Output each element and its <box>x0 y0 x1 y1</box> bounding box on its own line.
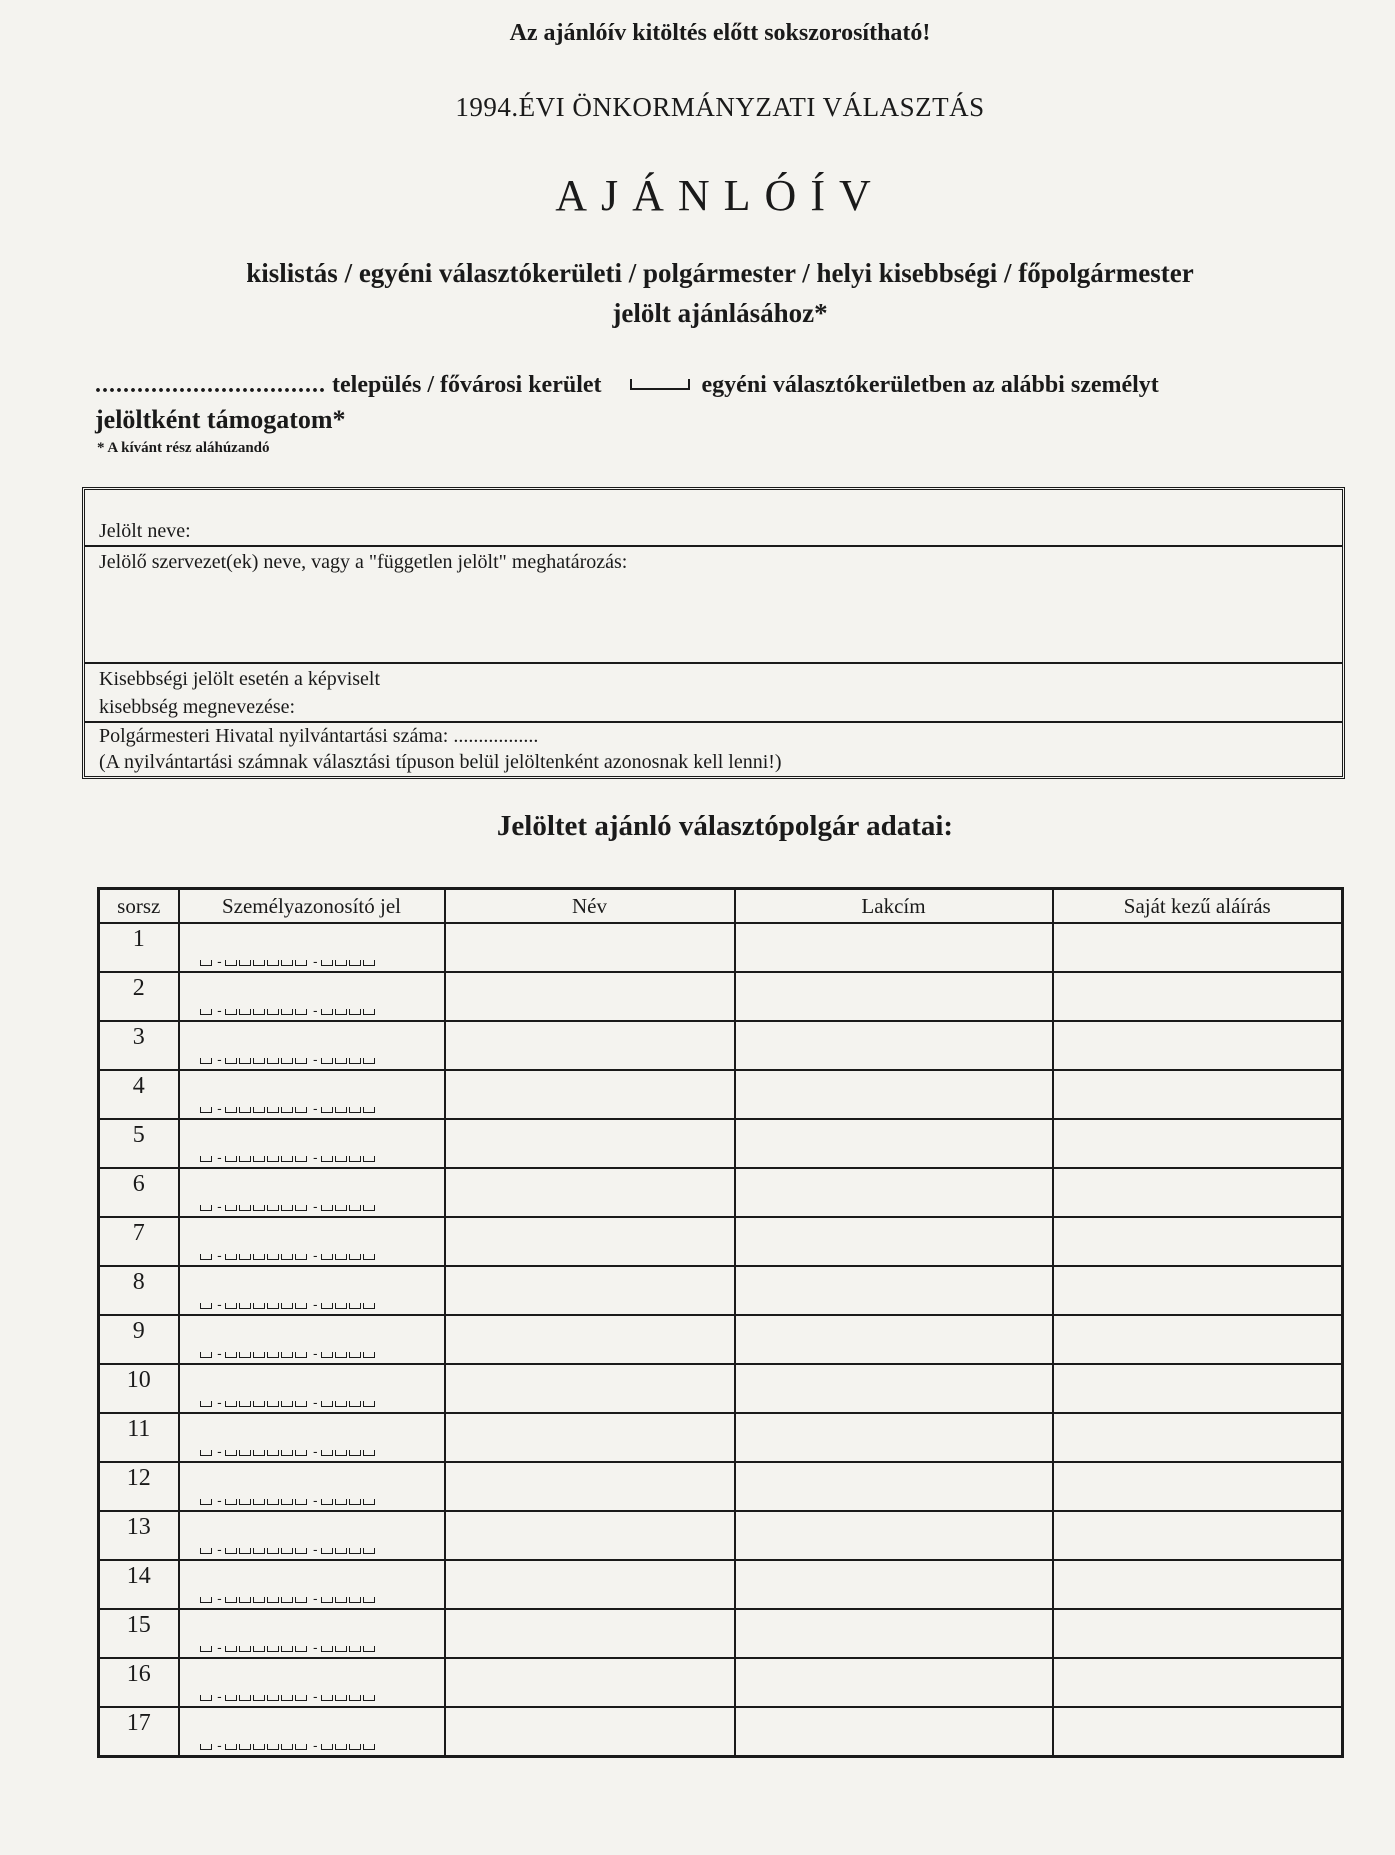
personal-id-cell[interactable] <box>179 972 445 1021</box>
col-header-signature: Saját kezű aláírás <box>1053 889 1343 924</box>
personal-id-cell[interactable] <box>179 1168 445 1217</box>
row-number: 11 <box>99 1413 179 1462</box>
address-cell[interactable] <box>735 1119 1053 1168</box>
personal-id-slots: - - <box>200 1492 378 1505</box>
address-cell[interactable] <box>735 1462 1053 1511</box>
address-cell[interactable] <box>735 1021 1053 1070</box>
minority-field[interactable] <box>85 664 1342 723</box>
district-number-box[interactable] <box>630 379 690 390</box>
personal-id-cell[interactable] <box>179 1658 445 1707</box>
personal-id-slots: - - <box>200 1296 378 1309</box>
personal-id-slots: - - <box>200 1443 378 1456</box>
address-cell[interactable] <box>735 1217 1053 1266</box>
signature-cell[interactable] <box>1053 923 1343 972</box>
row-number: 9 <box>99 1315 179 1364</box>
row-number: 14 <box>99 1560 179 1609</box>
address-cell[interactable] <box>735 1168 1053 1217</box>
district-line <box>95 372 1159 399</box>
personal-id-slots: - - <box>200 1198 378 1211</box>
personal-id-cell[interactable] <box>179 1070 445 1119</box>
nominating-org-label: Jelölő szervezet(ek) neve, vagy a "független jelölt" meghatározás: <box>99 551 628 573</box>
table-row <box>99 1315 1343 1364</box>
registry-field[interactable] <box>85 723 1342 776</box>
form-title: AJÁNLÓÍV <box>555 171 885 220</box>
row-number: 8 <box>99 1266 179 1315</box>
table-row <box>99 1560 1343 1609</box>
personal-id-slots: - - <box>200 1541 378 1554</box>
table-row <box>99 1609 1343 1658</box>
table-row <box>99 1070 1343 1119</box>
name-cell[interactable] <box>445 1707 735 1757</box>
recommendation-suffix: jelölt ajánlásához* <box>612 298 828 328</box>
col-header-number: sorsz <box>99 889 179 924</box>
election-title: 1994.ÉVI ÖNKORMÁNYZATI VÁLASZTÁS <box>455 92 985 122</box>
address-cell[interactable] <box>735 1070 1053 1119</box>
address-cell[interactable] <box>735 1315 1053 1364</box>
personal-id-cell[interactable] <box>179 1707 445 1757</box>
signature-cell[interactable] <box>1053 1658 1343 1707</box>
name-cell[interactable] <box>445 1315 735 1364</box>
signature-cell[interactable] <box>1053 1217 1343 1266</box>
col-header-address: Lakcím <box>735 889 1053 924</box>
signatures-table <box>97 887 1344 1758</box>
candidate-types: kislistás / egyéni választókerületi / polgármester / helyi kisebbségi / főpolgármester <box>246 258 1194 288</box>
signature-cell[interactable] <box>1053 1609 1343 1658</box>
table-heading: Jelöltet ajánló választópolgár adatai: <box>496 810 954 842</box>
signature-cell[interactable] <box>1053 1119 1343 1168</box>
address-cell[interactable] <box>735 972 1053 1021</box>
copy-notice: Az ajánlóív kitöltés előtt sokszorosítható! <box>509 20 931 46</box>
settlement-blank[interactable]: ................................. <box>95 372 326 398</box>
personal-id-slots: - - <box>200 1149 378 1162</box>
nominating-org-field[interactable] <box>85 547 1342 664</box>
personal-id-slots: - - <box>200 1688 378 1701</box>
row-number: 7 <box>99 1217 179 1266</box>
personal-id-cell[interactable] <box>179 1021 445 1070</box>
signature-cell[interactable] <box>1053 1266 1343 1315</box>
row-number: 15 <box>99 1609 179 1658</box>
settlement-label: település / fővárosi kerület <box>332 372 602 398</box>
table-row <box>99 1658 1343 1707</box>
table-body <box>99 923 1343 1757</box>
name-cell[interactable] <box>445 1119 735 1168</box>
signature-cell[interactable] <box>1053 1707 1343 1757</box>
minority-label-1: Kisebbségi jelölt esetén a képviselt <box>99 668 381 690</box>
personal-id-cell[interactable] <box>179 1413 445 1462</box>
table-row <box>99 1266 1343 1315</box>
table-row <box>99 923 1343 972</box>
personal-id-slots: - - <box>200 1247 378 1260</box>
table-row <box>99 1511 1343 1560</box>
address-cell[interactable] <box>735 1707 1053 1757</box>
personal-id-cell[interactable] <box>179 1560 445 1609</box>
support-text: jelöltként támogatom* <box>95 405 346 434</box>
personal-id-cell[interactable] <box>179 1266 445 1315</box>
address-cell[interactable] <box>735 1266 1053 1315</box>
name-cell[interactable] <box>445 1658 735 1707</box>
table-row <box>99 972 1343 1021</box>
district-text: egyéni választókerületben az alábbi személyt <box>701 372 1159 398</box>
minority-label-2: kisebbség megnevezése: <box>99 696 296 718</box>
signature-cell[interactable] <box>1053 1560 1343 1609</box>
row-number: 2 <box>99 972 179 1021</box>
col-header-name: Név <box>445 889 735 924</box>
personal-id-cell[interactable] <box>179 923 445 972</box>
row-number: 13 <box>99 1511 179 1560</box>
signature-cell[interactable] <box>1053 1364 1343 1413</box>
row-number: 3 <box>99 1021 179 1070</box>
signature-cell[interactable] <box>1053 1315 1343 1364</box>
candidate-name-label: Jelölt neve: <box>99 520 191 542</box>
signature-cell[interactable] <box>1053 1070 1343 1119</box>
table-row <box>99 1217 1343 1266</box>
name-cell[interactable] <box>445 1560 735 1609</box>
registry-note: (A nyilvántartási számnak választási típuson belül jelöltenként azonosnak kell lenni!) <box>99 751 782 773</box>
personal-id-cell[interactable] <box>179 1609 445 1658</box>
row-number: 4 <box>99 1070 179 1119</box>
personal-id-cell[interactable] <box>179 1462 445 1511</box>
row-number: 12 <box>99 1462 179 1511</box>
table-row <box>99 1168 1343 1217</box>
personal-id-slots: - - <box>200 953 378 966</box>
row-number: 17 <box>99 1707 179 1757</box>
name-cell[interactable] <box>445 1462 735 1511</box>
personal-id-slots: - - <box>200 1737 378 1750</box>
personal-id-cell[interactable] <box>179 1119 445 1168</box>
signature-cell[interactable] <box>1053 1462 1343 1511</box>
address-cell[interactable] <box>735 923 1053 972</box>
name-cell[interactable] <box>445 1511 735 1560</box>
row-number: 6 <box>99 1168 179 1217</box>
personal-id-slots: - - <box>200 1345 378 1358</box>
signature-cell[interactable] <box>1053 1413 1343 1462</box>
table-row <box>99 1462 1343 1511</box>
signature-cell[interactable] <box>1053 972 1343 1021</box>
signature-cell[interactable] <box>1053 1021 1343 1070</box>
personal-id-cell[interactable] <box>179 1315 445 1364</box>
table-row <box>99 1707 1343 1757</box>
personal-id-slots: - - <box>200 1100 378 1113</box>
candidate-name-field[interactable] <box>85 490 1342 547</box>
address-cell[interactable] <box>735 1609 1053 1658</box>
footnote: * A kívánt rész aláhúzandó <box>97 440 270 456</box>
table-row <box>99 1021 1343 1070</box>
personal-id-cell[interactable] <box>179 1364 445 1413</box>
name-cell[interactable] <box>445 1168 735 1217</box>
personal-id-slots: - - <box>200 1051 378 1064</box>
name-cell[interactable] <box>445 1021 735 1070</box>
table-row <box>99 1119 1343 1168</box>
table-row <box>99 1413 1343 1462</box>
name-cell[interactable] <box>445 972 735 1021</box>
personal-id-cell[interactable] <box>179 1217 445 1266</box>
registry-label: Polgármesteri Hivatal nyilvántartási száma: ................. <box>99 725 539 747</box>
row-number: 10 <box>99 1364 179 1413</box>
personal-id-slots: - - <box>200 1002 378 1015</box>
address-cell[interactable] <box>735 1511 1053 1560</box>
personal-id-cell[interactable] <box>179 1511 445 1560</box>
address-cell[interactable] <box>735 1413 1053 1462</box>
name-cell[interactable] <box>445 1364 735 1413</box>
personal-id-slots: - - <box>200 1394 378 1407</box>
name-cell[interactable] <box>445 1413 735 1462</box>
row-number: 1 <box>99 923 179 972</box>
row-number: 5 <box>99 1119 179 1168</box>
name-cell[interactable] <box>445 1070 735 1119</box>
table-row <box>99 1364 1343 1413</box>
signature-cell[interactable] <box>1053 1168 1343 1217</box>
signature-cell[interactable] <box>1053 1511 1343 1560</box>
table-header-row <box>99 889 1343 924</box>
col-header-id: Személyazonosító jel <box>179 889 445 924</box>
address-cell[interactable] <box>735 1560 1053 1609</box>
name-cell[interactable] <box>445 923 735 972</box>
personal-id-slots: - - <box>200 1590 378 1603</box>
candidate-info-box <box>82 487 1345 779</box>
address-cell[interactable] <box>735 1364 1053 1413</box>
name-cell[interactable] <box>445 1217 735 1266</box>
name-cell[interactable] <box>445 1609 735 1658</box>
name-cell[interactable] <box>445 1266 735 1315</box>
personal-id-slots: - - <box>200 1639 378 1652</box>
address-cell[interactable] <box>735 1658 1053 1707</box>
row-number: 16 <box>99 1658 179 1707</box>
